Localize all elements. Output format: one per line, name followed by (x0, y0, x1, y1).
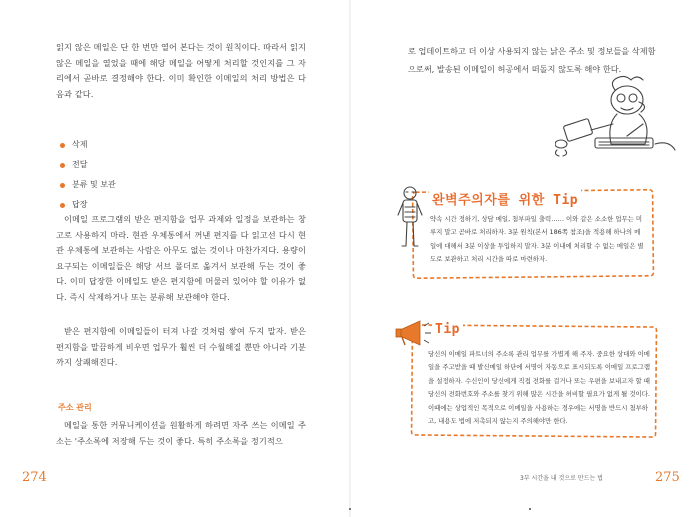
bullet-icon (60, 163, 65, 168)
page-number-right: 275 (655, 470, 680, 485)
tip-text-signature: 당신의 이메일 파트너의 주소록 관리 업무를 가볍게 해 주자. 중요한 상대와 이메일을 주고받을 때 발신메일 하단에 서명이 자동으로 표시되도록 이메일 프로그램을 설정하자. 수신인이 당신에게 직접 전화를 걸거나 또는 우편을 보내고자 할 때 당신의 전화번호와 주소를 찾기 위해 많은 시간을 허비할 필요가 없게 될 것이다. 이때에는 상업적인 목적으로 이메일을 사용하는 경우에는 서명을 반드시 첨부하고, 내용도 법에 저촉되지 않는지 주의해야만 한다. (428, 350, 651, 426)
paragraph-address: 메일을 통한 커뮤니케이션을 원활하게 하려면 자주 쓰는 이메일 주소는 '주소록에 저장해 두는 것이 좋다. 특히 주소록을 정기적으 (56, 420, 306, 446)
tip-title-perfectionist: 완벽주의자를 위한 Tip (429, 189, 581, 208)
tip-title-signature: Tip (432, 322, 463, 337)
megaphone-icon (394, 318, 434, 348)
running-head: 3부 시간을 내 것으로 만드는 법 (520, 475, 603, 482)
paragraph-clean: 받은 편지함에 이메일들이 터져 나갈 것처럼 쌓여 두지 말자. 받은 편지함을 말끔하게 비우면 업무가 훨씬 더 수월해질 뿐만 아니라 기분까지 상쾌해진다. (56, 326, 306, 368)
tip-box-perfectionist (405, 183, 665, 285)
subheading-address: 주소 관리 (58, 403, 92, 412)
paragraph-inbox: 이메일 프로그램의 받은 편지함을 업무 과제와 일정을 보관하는 창고로 사용하지 마라. 현관 우체통에서 꺼낸 편지를 다 읽고선 다시 현관 우체통에 보관하는 사람은 아무도 없는 것이나 마찬가지다. 용량이 요구되는 이메일들은 해당 서브 폴더로 옮겨서 보관해 두는 것이 좋다. 이미 답장한 이메일도 받은 편지함에 머물러 있어야 할 이유가 없다. 즉시 삭제하거나 또는 분류해 보관해야 한다. (56, 214, 306, 302)
bullet-icon (60, 203, 65, 208)
paragraph-continued: 로 업데이트하고 더 이상 사용되지 않는 낡은 주소 및 정보들을 삭제함으로써, 발송된 이메일이 허공에서 떠돌지 않도록 해야 한다. (408, 46, 656, 74)
bullet-icon (60, 183, 65, 188)
bottom-mark (529, 508, 531, 510)
center-mark (349, 508, 351, 510)
tip-text-perfectionist: 약속 시간 정하기, 상담 메일, 첨부파일 출력…… 이와 같은 소소한 업무는 미루지 말고 곧바로 처리하자. 3분 원칙(본서 186쪽 참조)을 적용해 하나의 메일에 대해서 3분 이상을 투입하지 말자. 3분 이내에 처리할 수 없는 메일은 별도로 보관하고 처리 시간을 따로 마련하자. (430, 215, 644, 264)
list-item: 전달 (60, 155, 116, 175)
bullet-icon (60, 143, 65, 148)
page-number-left: 274 (22, 470, 47, 485)
list-item: 분류 및 보관 (60, 175, 116, 195)
right-page (350, 0, 700, 517)
processing-list (60, 135, 116, 215)
tip-box-signature (402, 318, 668, 442)
list-item: 답장 (60, 195, 116, 215)
paragraph-intro: 읽지 않은 메일은 단 한 번만 열어 본다는 것이 원칙이다. 따라서 읽지 않은 메일을 열었을 때에 해당 메일을 어떻게 처리할 것인지를 그 자리에서 곧바로 결정해야 한다. 이미 확인한 이메일의 처리 방법은 다음과 같다. (56, 42, 306, 99)
list-item: 삭제 (60, 135, 116, 155)
cartoon-man-at-computer-illustration (555, 60, 690, 160)
stick-figure-icon (397, 185, 423, 253)
